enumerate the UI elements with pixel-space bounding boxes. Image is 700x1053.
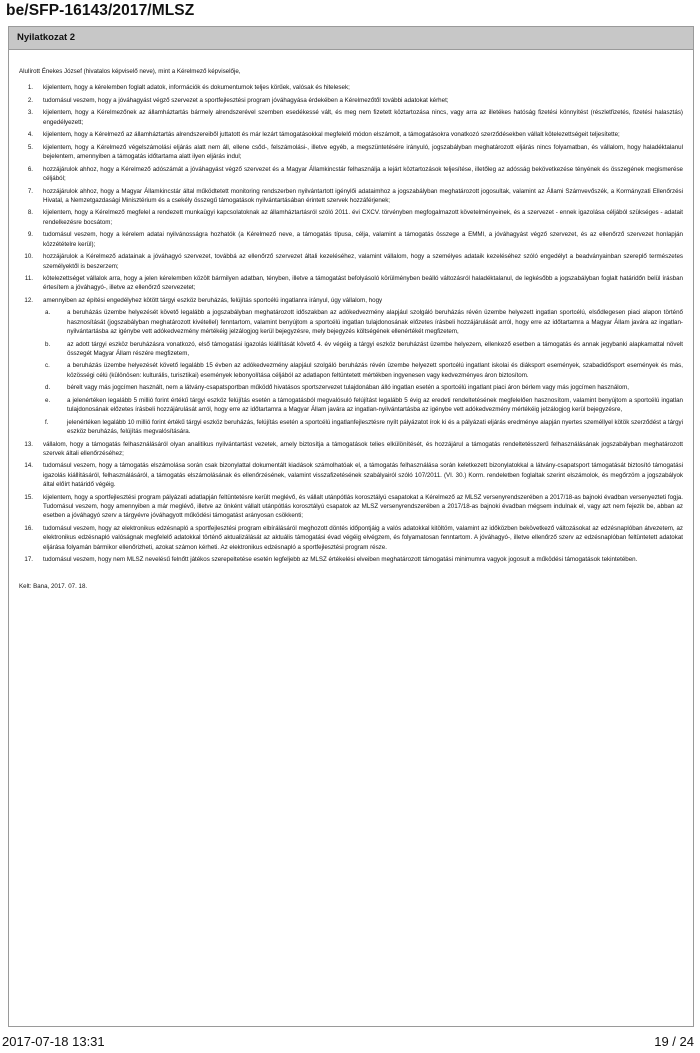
item-text: amennyiben az építési engedélyhez kötött tárgyi eszköz beruházás, felújítás sportcélú ingatlanra irányul, úgy vállalom, hogy [43,296,383,304]
item-text: tudomásul veszem, hogy az elektronikus edzésnapló a sportfejlesztési program elbírálásáról meghozott döntés időpontjáig a valós adatokkal kitöltöm, valamint az időközben bekövetkező változásokat az edzésnaplóban átvezetem, az elektronikus edzésnapló valóságnak megfelelő adatokkal történő aktualizálását az aktuális támogatási évad végéig elvégzem, és folyamatosan fenntartom. A jóváhagyó-, illetve ellenőrző szerv az edzésnaplóban feltüntetett adatokat eljárása folyamán bármikor ellenőrizheti, azokat számon kérheti. Az elektronikus edzésnapló a sportfejlesztési program része. [43,524,683,551]
sub-item [43,418,683,437]
item-number: 11. [24,275,33,283]
list-item [19,187,683,206]
item-number: 15. [24,493,33,501]
item-number: 3. [27,109,33,117]
list-item [19,208,683,227]
item-number: 4. [27,131,33,139]
sub-item-text: a jelenértéken legalább 5 millió forint értékű tárgyi eszköz felújítás esetén a támogatásból megvalósuló felújítást legalább 5 évig az eredeti rendeltetésének megfelelően hasznosítom, valamint benyújtom a sportcélú ingatlan tulajdonosának előzetes írásbeli hozzájárulását arról, hogy erre az időtartamra a Magyar Állam javára az ingatlan-nyilvántartásba az igénybe vett adókedvezmény mértékéig jelzálogjog kerül bejegyzésre, [67,396,683,414]
item-number: 7. [27,187,33,195]
sub-item-letter: b. [45,340,51,348]
list-item [19,524,683,552]
item-text: hozzájárulok ahhoz, hogy a Magyar Államkincstár által működtetett monitoring rendszerben nyilvántartott igénylői adataimhoz a jogszabályban meghatározott jogosultak, valamint az Állami Számvevőszék, a Kormányzati Ellenőrzési Hivatal, a Nemzetgazdasági Minisztérium és a csekély összegű támogatások nyilvántartásában érintett szervek hozzáférjenek; [43,187,683,204]
list-item [19,143,683,162]
item-number: 5. [27,143,33,151]
intro-text: Alulírott Énekes József (hivatalos képviselő neve), mint a Kérelmező képviselője, [19,68,241,75]
list-item [19,252,683,271]
item-text: tudomásul veszem, hogy a támogatás elszámolása során csak bizonylattal dokumentált kiadások számolhatóak el, a támogatás felhasználása során keletkezett bizonylatokkal a látvány-csapatsport támogatását biztosító támogatási igazolás kiállításáról, felhasználásáról, a támogatás elszámolásának és ellenőrzésének, valamint visszafizetésének szabályairól szóló 107/2011. (VI. 30.) Korm. rendeletben foglaltak szerint elszámolok, és megőrzöm a jogszabályok által előírt határidő végéig. [43,462,683,489]
sub-item-letter: e. [45,396,51,404]
item-text: tudomásul veszem, hogy a jóváhagyást végző szervezet a sportfejlesztési program jóváhagyása érdekében a Kérelmezőtől további adatokat kérhet; [43,96,449,104]
item-number: 17. [24,556,33,564]
item-text: kijelentem, hogy a Kérelmező megfelel a rendezett munkaügyi kapcsolatoknak az államháztartásról szóló 2011. évi CXCV. törvényben megfogalmazott követelményeinek, és a szervezet - ennek igazolása céljából szükséges - adatait rendelkezésre bocsátom; [43,209,683,226]
item-text: hozzájárulok a Kérelmező adatainak a jóváhagyó szervezet, továbbá az ellenőrző szervezet általi kezeléséhez, valamint vállalom, hogy a személyes adataik kezeléséhez szóló engedélyt a beadványainban szereplő természetes személyektől is beszerzem; [43,253,683,270]
item-text: kijelentem, hogy a sportfejlesztési program pályázati adatlapján feltüntetésre került meglévő, és vállalt utánpótlás korosztályú csapatokat a Kérelmező az MLSZ versenyrendszerében a 2017/18-as bajnoki évadban versenyezteti fogja. Tudomásul veszem, hogy amennyiben a már meglévő, illetve az önként vállalt utánpótlás korosztályú csapatok az MLSZ versenyrendszerében a 2017/18-as bajnoki évadban mégsem indulnak el, vagy azt nem fejezik be, abban az esetben a jóváhagyó szerv a tárgyévre jóváhagyott működési támogatást arányosan csökkenti; [43,493,683,520]
list-item [19,555,683,564]
item-number: 16. [24,524,33,532]
item-text: tudomásul veszem, hogy a kérelem adatai nyilvánosságra hozhatók (a Kérelmező neve, a támogatás típusa, célja, valamint a támogatás összege a EMMI, a jóváhagyást végző szervezet, és az ellenőrző szervezet honlapján közzétételre kerül); [43,231,683,248]
sub-item [43,396,683,415]
item-text: kijelentem, hogy a Kérelmezőnek az államháztartás bármely alrendszerével szemben esedékessé vált, és meg nem fizetett köztartozása nincs, vagy arra az illetékes hatóság fizetési könnyítést (részletfizetés, fizetési halasztás) engedélyezett; [43,109,683,126]
list-item [19,96,683,105]
sub-item [43,383,683,392]
sub-item-text: jelenértéken legalább 10 millió forint értékű tárgyi eszköz beruházás, felújítás esetén a sportcélú ingatlanfejlesztésre nyílt pályázatot írok ki és a pályázati eljárás eredménye alapján nyertes személlyel kötök szerződést a tárgyi eszköz beruházás, felújítás megvalósítására. [67,418,683,435]
sub-item-letter: f. [45,418,49,426]
item-number: 10. [24,253,33,261]
sub-item [43,308,683,336]
item-number: 12. [24,296,33,304]
list-item [19,130,683,139]
item-number: 1. [27,84,33,92]
sub-list [43,308,683,436]
sub-item-text: bérelt vagy más jogcímen használt, nem a látvány-csapatsportban működő hivatásos sportszervezet tulajdonában álló ingatlan esetén a sportcélú ingatlant piaci áron bérlem vagy más jogcímen használom, [67,384,629,392]
item-text: hozzájárulok ahhoz, hogy a Kérelmező adószámát a jóváhagyást végző szervezet és a Magyar Államkincstár felhasználja a lejárt köztartozások teljesítése, illetőleg az adósság bekövetkezése tényének és összegének megismerése céljából; [43,165,683,183]
sub-item-text: a beruházás üzembe helyezését követő legalább 15 évben az adókedvezmény alapjául szolgáló beruházás révén üzembe helyezett sportcélú ingatlant iskolai és diáksport események, szabadidősport események és más, közösségi célú (különösen: kulturális, turisztikai) események lebonyolítása céljából az adatlapon feltüntetett mértékben ingyenesen vagy kedvezményes áron biztosítom. [67,362,683,379]
declaration-panel [8,26,694,1027]
sub-item-text: az adott tárgyi eszköz beruházásra vonatkozó, első támogatási igazolás kiállítását követő 4. év végéig a tárgyi eszköz beruházást üzembe helyezem, ellenkező esetben a támogatás és annak jegybanki alapkamattal növelt összegét Magyar Állam részére megfizetem, [67,340,683,357]
signature-place-date: Kelt: Bana, 2017. 07. 18. [19,583,88,591]
item-number: 6. [27,165,33,173]
page-number: 19 / 24 [654,1034,694,1049]
item-text: vállalom, hogy a támogatás felhasználásáról olyan analitikus nyilvántartást vezetek, amely biztosítja a támogatások telies elkülönítését, és hozzájárul a támogatás rendeltetésszerű felhasználásának jogszabályban meghatározott szervek általi ellenőrzéséhez; [43,440,683,457]
declaration-body [19,67,683,598]
list-item [19,440,683,459]
item-number: 13. [24,440,33,448]
item-number: 8. [27,209,33,217]
section-title: Nyilatkozat 2 [17,32,76,43]
declaration-list [19,83,683,564]
sub-item-letter: c. [45,362,50,370]
footer-datetime: 2017-07-18 13:31 [2,1034,105,1049]
list-item [19,461,683,489]
sub-item [43,361,683,380]
section-title-bar [9,27,693,50]
item-text: kijelentem, hogy a kérelemben foglalt adatok, információk és dokumentumok teljes körűek, valósak és hitelesek; [43,84,350,92]
item-number: 14. [24,462,33,470]
document-id: be/SFP-16143/2017/MLSZ [6,2,195,19]
item-text: kötelezettséget vállalok arra, hogy a jelen kérelemben közölt bármilyen adatban, tényben, illetve a támogatást befolyásoló körülményben beálló változásról haladéktalanul, de legkésőbb a jogszabályban foglalt határidőn belül írásban értesítem a jóváhagyó-, illetve az ellenőrző szervezetet; [43,275,683,292]
list-item [19,230,683,249]
item-number: 9. [27,231,33,239]
item-text: kijelentem, hogy a Kérelmező végelszámolási eljárás alatt nem áll, ellene csőd-, felszámolási-, illetve egyéb, a megszüntetésére irányuló, jogszabályban meghatározott eljárás nincs folyamatban, és vállalom, hogy haladéktalanul bejelentem, amennyiben a támogatás időtartama alatt ilyen eljárás indul; [43,143,683,161]
list-item [19,493,683,521]
item-number: 2. [27,96,33,104]
list-item [19,165,683,184]
item-text: tudomásul veszem, hogy nem MLSZ nevelésű felnőtt játékos szerepeltetése esetén legfeljebb az MLSZ értékelési elveiben meghatározott támogatási minimumra vagyok jogosult a működési támogatások tekintetében. [43,556,638,564]
sub-item-letter: d. [45,384,51,392]
list-item [19,274,683,293]
list-item [19,296,683,436]
sub-item [43,340,683,359]
list-item [19,83,683,92]
list-item [19,108,683,127]
sub-item-letter: a. [45,309,51,317]
sub-item-text: a beruházás üzembe helyezését követő legalább a jogszabályban meghatározott időszakban az adókedvezmény alapjául szolgáló beruházás révén üzembe helyezett ingatlan sportcélú, elsődlegesen piaci alapon történő hasznosítását (jogszabályban meghatározott kivétellel) fenntartom, valamint benyújtom a sportcélú ingatlan tulajdonosának előzetes írásbeli hozzájárulását arról, hogy erre az időtartamra a Magyar Állam javára az ingatlan-nyilvántartásba az igénybe vett adókedvezmény mértékéig jelzálogjog kerül bejegyzésre, mely bejegyzés költségének ellenértékét megfizetem, [67,309,683,335]
item-text: kijelentem, hogy a Kérelmező az államháztartás alrendszereiből juttatott és már lezárt támogatásokkal megfelelő módon elszámolt, a támogatásokra vonatkozó szerződésekben vállalt kötelezettségeit teljesítette; [43,131,620,139]
